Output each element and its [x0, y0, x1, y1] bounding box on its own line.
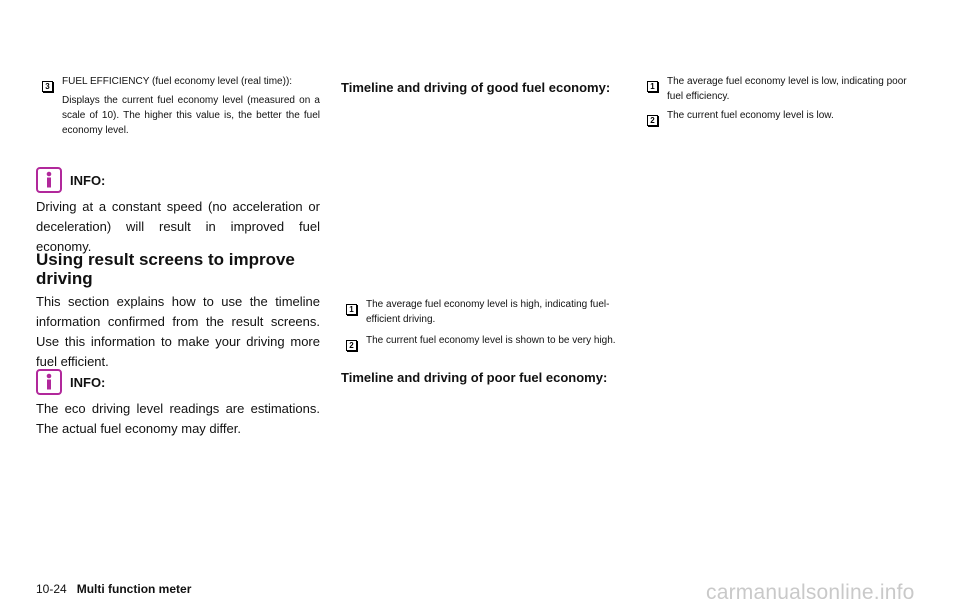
- info-label: INFO:: [70, 374, 106, 390]
- callout-number: 1: [647, 81, 658, 92]
- heading-poor-fuel-economy: Timeline and driving of poor fuel economy:: [341, 370, 608, 385]
- watermark: carmanualsonline.info: [706, 581, 915, 604]
- info-text: The eco driving level readings are estimations. The actual fuel economy may differ.: [36, 401, 320, 436]
- section-heading: Using result screens to improve driving: [36, 250, 295, 288]
- good-economy-list: [346, 297, 621, 353]
- info-text: Driving at a constant speed (no acceleration or deceleration) will result in improved fuel economy.: [36, 199, 320, 254]
- callout-number-3: 3: [42, 81, 53, 92]
- list-item: 1 The average fuel economy level is high, indicating fuel-efficient driving.: [346, 297, 621, 327]
- footer-section-title: Multi function meter: [76, 582, 192, 596]
- fuel-efficiency-description: Displays the current fuel economy level (measured on a scale of 10). The higher this value is, the better the fuel economy level.: [62, 95, 320, 136]
- callout-number: 1: [346, 304, 357, 315]
- info-block-1: [36, 166, 320, 257]
- list-item: 2 The current fuel economy level is low.: [647, 108, 922, 128]
- list-item: 2 The current fuel economy level is shown to be very high.: [346, 333, 621, 353]
- list-item: 1 The average fuel economy level is low, indicating poor fuel efficiency.: [647, 74, 922, 104]
- info-label: INFO:: [70, 172, 106, 188]
- page-number: 10-24: [36, 582, 67, 596]
- fuel-efficiency-title: FUEL EFFICIENCY (fuel economy level (real time)):: [62, 76, 293, 87]
- poor-economy-list: [647, 74, 922, 128]
- info-block-2: [36, 368, 320, 439]
- heading-good-fuel-economy: Timeline and driving of good fuel economy:: [341, 80, 611, 95]
- fuel-efficiency-item: [42, 74, 320, 138]
- section-text: This section explains how to use the timeline information confirmed from the result screens. Use this information to make your driving more fuel efficient.: [36, 294, 320, 369]
- info-icon: [36, 167, 62, 193]
- page-footer: [36, 582, 191, 596]
- callout-number: 2: [346, 340, 357, 351]
- callout-number: 2: [647, 115, 658, 126]
- info-icon: [36, 369, 62, 395]
